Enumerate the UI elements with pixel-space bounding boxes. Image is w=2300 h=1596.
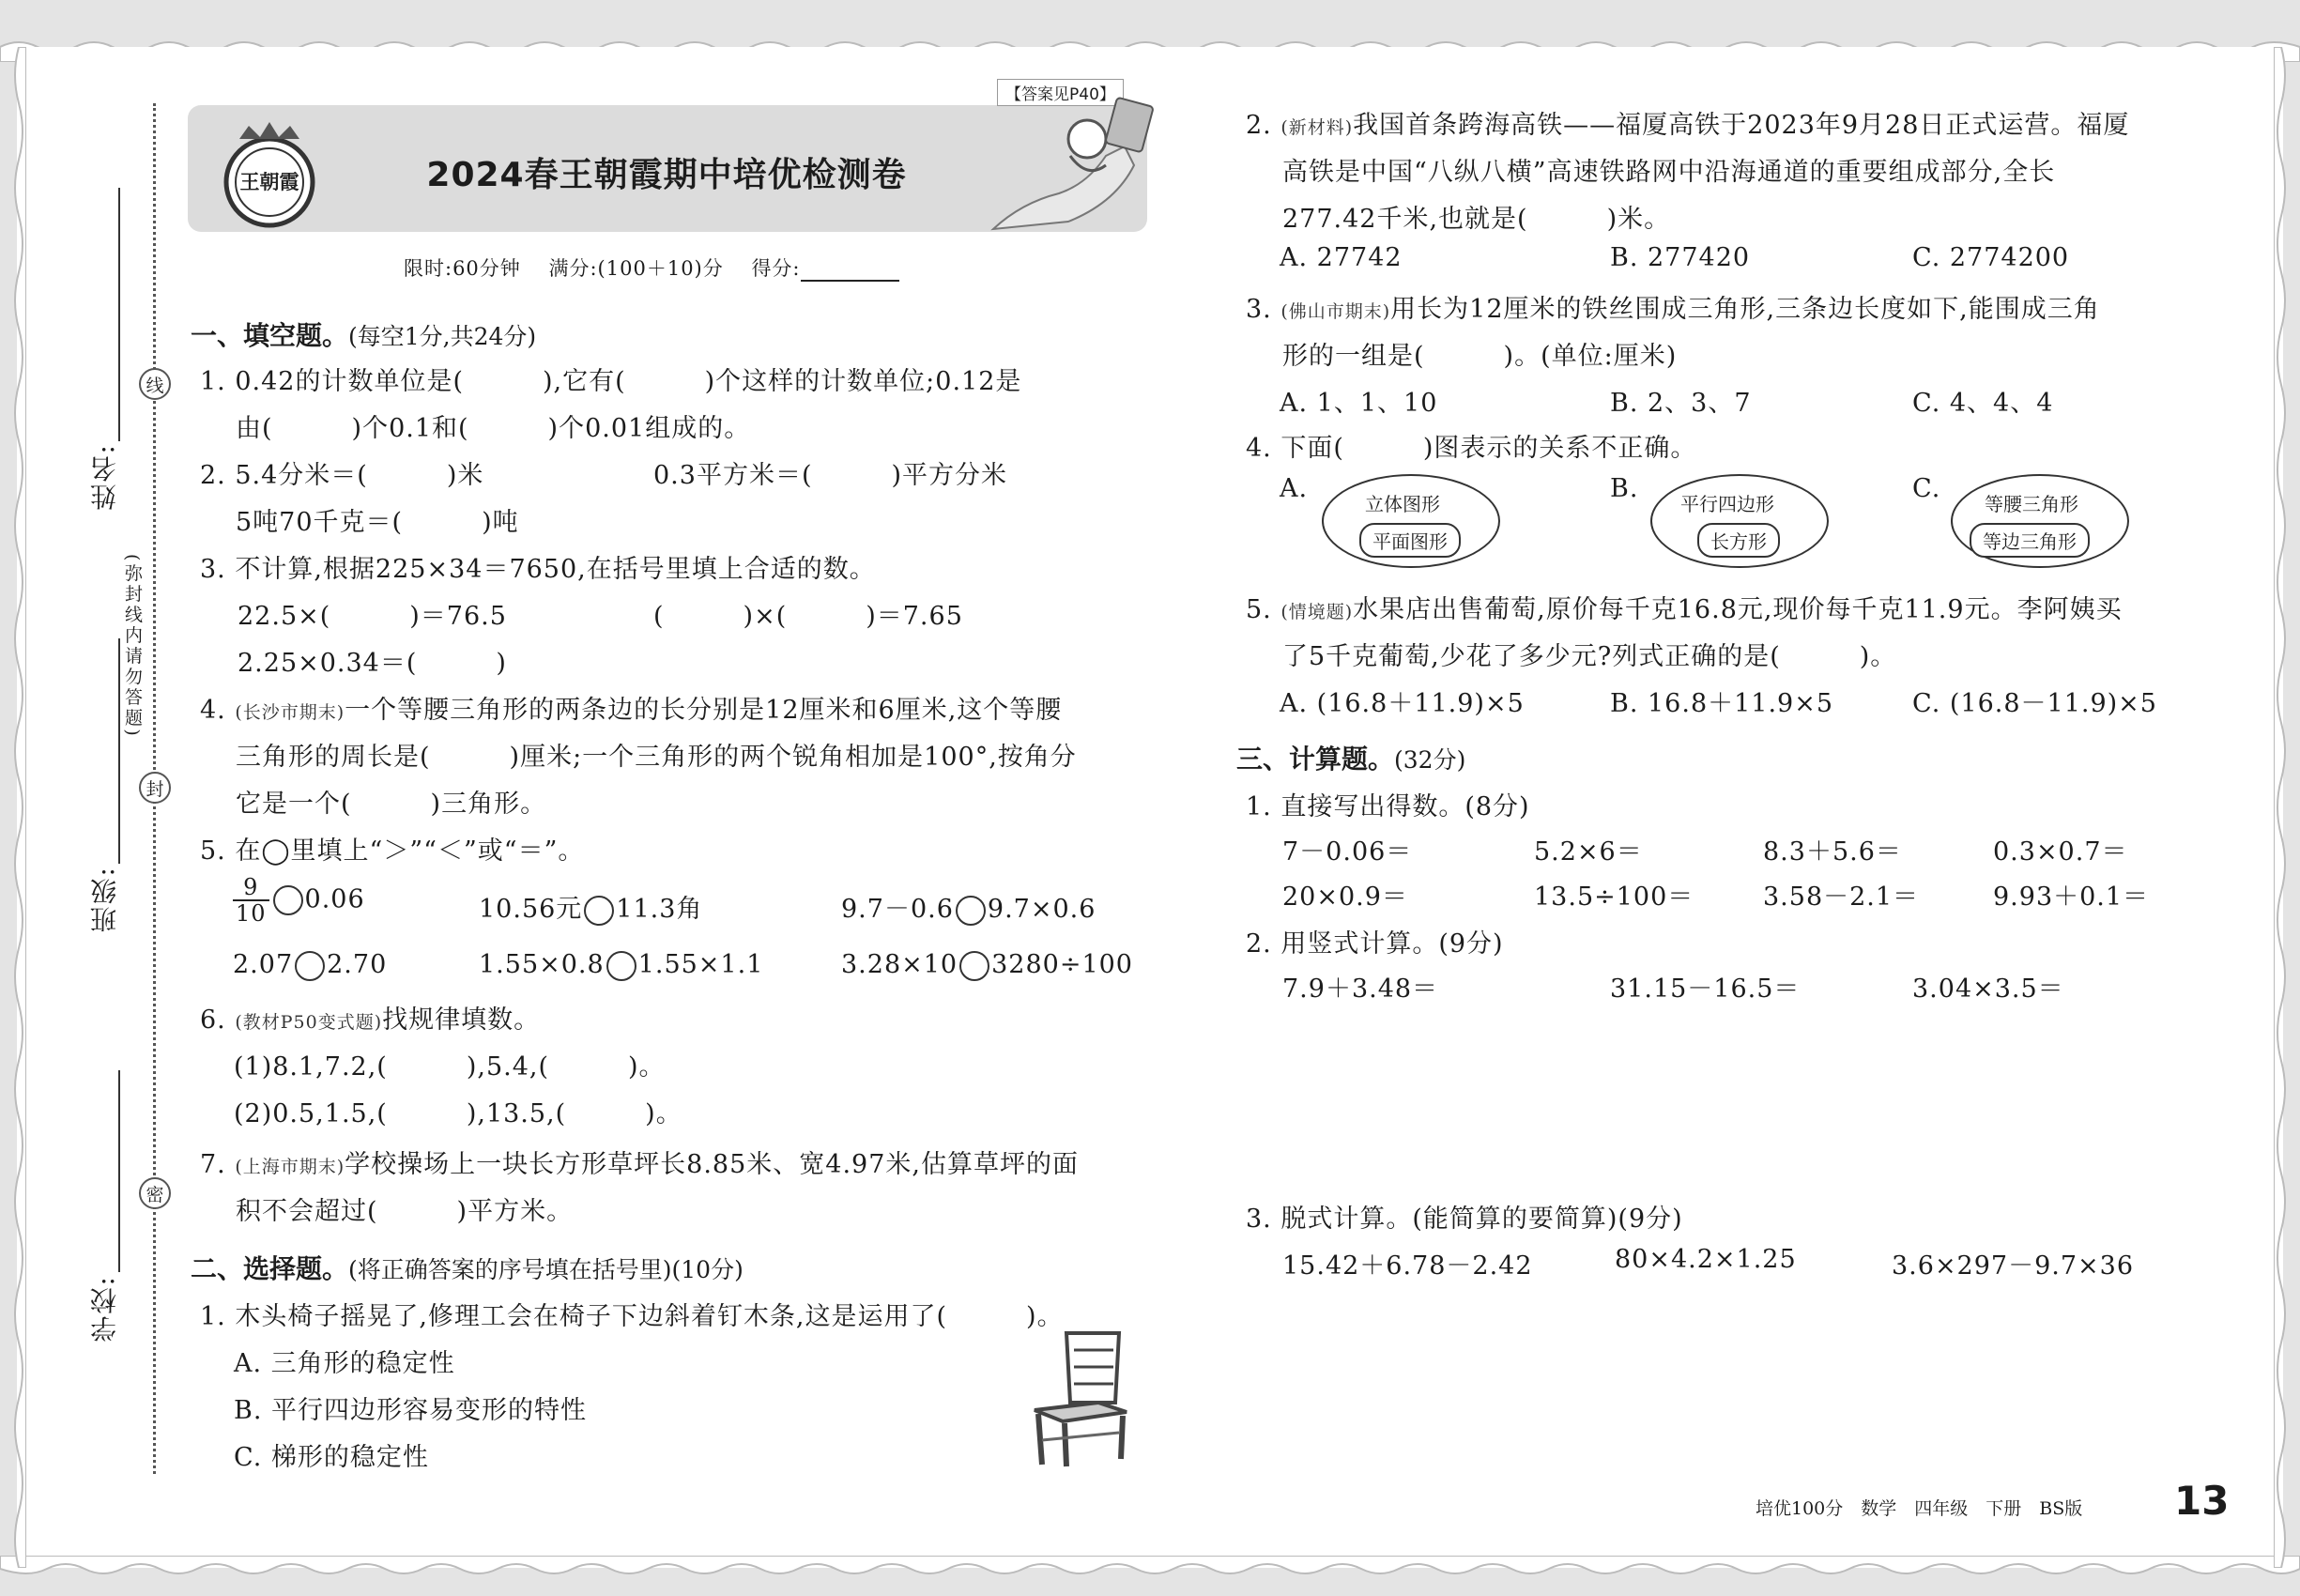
section3-heading: 三、计算题。(32分) bbox=[1236, 744, 1466, 775]
s2-q1-option-c[interactable]: C. 梯形的稳定性 bbox=[234, 1443, 429, 1472]
s2-q5-option-b[interactable]: B. 16.8＋11.9×5 bbox=[1610, 689, 1834, 718]
compare-circle[interactable] bbox=[959, 951, 989, 981]
s1-q7-line1: 7. (上海市期末)学校操场上一块长方形草坪长8.85米、宽4.97米,估算草坪的面 bbox=[200, 1150, 1079, 1179]
s1-q4-line3: 它是一个( )三角形。 bbox=[236, 790, 547, 819]
s1-q3-part2: ( )×( )＝7.65 bbox=[653, 602, 963, 631]
compare-circle[interactable] bbox=[606, 951, 636, 981]
s2-q4-option-c[interactable]: C. bbox=[1912, 474, 1941, 503]
binding-note: (弥封线内请勿答题) bbox=[122, 554, 143, 739]
s1-q4-line2: 三角形的周长是( )厘米;一个三角形的两个锐角相加是100°,按角分 bbox=[236, 743, 1077, 772]
answer-reference: 【答案见P40】 bbox=[997, 79, 1124, 106]
venn-diagram-b: 平行四边形 长方形 bbox=[1650, 474, 1829, 568]
binding-mark-seal: 封 bbox=[139, 772, 171, 804]
s2-q5-line1: 5. (情境题)水果店出售葡萄,原价每千克16.8元,现价每千克11.9元。李阿姨买 bbox=[1246, 595, 2123, 624]
exam-title: 2024春王朝霞期中培优检测卷 bbox=[426, 156, 907, 194]
oral-calc-item: 3.58－2.1＝ bbox=[1763, 882, 1920, 912]
vertical-calc-item: 3.04×3.5＝ bbox=[1912, 974, 2064, 1004]
s1-q5-row1-col2: 10.56元 11.3角 bbox=[479, 895, 703, 924]
oral-calc-item: 8.3＋5.6＝ bbox=[1763, 837, 1902, 867]
s2-q5-line2: 了5千克葡萄,少花了多少元?列式正确的是( )。 bbox=[1282, 642, 1897, 671]
s1-q5-head: 5. 在◯里填上“＞”“＜”或“＝”。 bbox=[200, 836, 585, 866]
s2-q4-option-b[interactable]: B. bbox=[1610, 474, 1639, 503]
paper-right-edge bbox=[2274, 47, 2292, 1568]
s2-q4-option-a[interactable]: A. bbox=[1280, 474, 1309, 503]
stepwise-calc-item: 80×4.2×1.25 bbox=[1615, 1245, 1797, 1274]
venn-diagram-a: 立体图形 平面图形 bbox=[1322, 474, 1500, 568]
binding-mark-tight: 密 bbox=[139, 1177, 171, 1209]
vertical-calc-item: 7.9＋3.48＝ bbox=[1282, 974, 1439, 1004]
s1-q1-line1: 1. 0.42的计数单位是( ),它有( )个这样的计数单位;0.12是 bbox=[200, 367, 1022, 396]
binding-mark-line: 线 bbox=[139, 368, 171, 400]
s2-q3-option-c[interactable]: C. 4、4、4 bbox=[1912, 389, 2054, 418]
class-field[interactable] bbox=[118, 638, 120, 864]
s2-q5-option-a[interactable]: A. (16.8＋11.9)×5 bbox=[1280, 689, 1525, 718]
name-field[interactable] bbox=[118, 188, 120, 441]
s1-q2-part3: 5吨70千克＝( )吨 bbox=[236, 508, 519, 537]
s2-q2-line3: 277.42千米,也就是( )米。 bbox=[1282, 205, 1671, 234]
class-label: 班级: bbox=[89, 866, 120, 933]
compare-circle[interactable] bbox=[956, 896, 986, 926]
stepwise-calc-item: 3.6×297－9.7×36 bbox=[1892, 1251, 2135, 1281]
compare-circle[interactable] bbox=[584, 896, 614, 926]
school-field[interactable] bbox=[118, 1070, 120, 1272]
s1-q2-part1: 2. 5.4分米＝( )米 bbox=[200, 461, 484, 490]
s1-q6-head: 6. (教材P50变式题)找规律填数。 bbox=[200, 1005, 541, 1035]
oral-calc-item: 7－0.06＝ bbox=[1282, 837, 1413, 867]
s3-q1-head: 1. 直接写出得数。(8分) bbox=[1246, 792, 1530, 821]
stepwise-calc-work-area[interactable] bbox=[1258, 1296, 2197, 1465]
s1-q3-head: 3. 不计算,根据225×34＝7650,在括号里填上合适的数。 bbox=[200, 555, 876, 584]
score-label: 得分: bbox=[751, 257, 801, 280]
s3-q2-head: 2. 用竖式计算。(9分) bbox=[1246, 929, 1504, 959]
s2-q3-option-b[interactable]: B. 2、3、7 bbox=[1610, 389, 1752, 418]
book-info: 培优100分 数学 四年级 下册 BS版 bbox=[1756, 1498, 2083, 1519]
s2-q5-option-c[interactable]: C. (16.8－11.9)×5 bbox=[1912, 689, 2157, 718]
score-field[interactable] bbox=[801, 259, 899, 282]
stepwise-calc-item: 15.42＋6.78－2.42 bbox=[1282, 1251, 1533, 1281]
name-label: 姓名: bbox=[89, 443, 120, 511]
paper-bottom-edge bbox=[0, 1556, 2300, 1580]
binding-margin bbox=[0, 0, 188, 1596]
compare-circle[interactable] bbox=[295, 951, 325, 981]
oral-calc-item: 9.93＋0.1＝ bbox=[1993, 882, 2150, 912]
s2-q2-option-a[interactable]: A. 27742 bbox=[1280, 243, 1403, 272]
s2-q1-stem: 1. 木头椅子摇晃了,修理工会在椅子下边斜着钉木条,这是运用了( )。 bbox=[200, 1302, 1064, 1331]
s3-q3-head: 3. 脱式计算。(能简算的要简算)(9分) bbox=[1246, 1205, 1683, 1234]
s1-q7-line2: 积不会超过( )平方米。 bbox=[236, 1197, 574, 1226]
section1-heading: 一、填空题。(每空1分,共24分) bbox=[191, 320, 537, 351]
s1-q6-part1: (1)8.1,7.2,( ),5.4,( )。 bbox=[234, 1052, 666, 1082]
s2-q3-option-a[interactable]: A. 1、1、10 bbox=[1280, 389, 1438, 418]
school-label: 学校: bbox=[89, 1275, 120, 1343]
s2-q2-option-c[interactable]: C. 2774200 bbox=[1912, 243, 2070, 272]
s2-q1-option-b[interactable]: B. 平行四边形容易变形的特性 bbox=[234, 1396, 588, 1425]
s2-q1-option-a[interactable]: A. 三角形的稳定性 bbox=[234, 1349, 455, 1378]
s2-q3-line1: 3. (佛山市期末)用长为12厘米的铁丝围成三角形,三条边长度如下,能围成三角 bbox=[1246, 295, 2100, 324]
fraction: $\frac{9}{10}$ bbox=[233, 875, 269, 926]
s2-q2-option-b[interactable]: B. 277420 bbox=[1610, 243, 1751, 272]
s1-q4-line1: 4. (长沙市期末)一个等腰三角形的两条边的长分别是12厘米和6厘米,这个等腰 bbox=[200, 696, 1063, 725]
s2-q4-stem: 4. 下面( )图表示的关系不正确。 bbox=[1246, 434, 1697, 463]
oral-calc-item: 20×0.9＝ bbox=[1282, 882, 1408, 912]
full-score: 满分:(100＋10)分 bbox=[548, 257, 724, 280]
s1-q5-row1-col3: 9.7－0.6 9.7×0.6 bbox=[841, 895, 1096, 924]
s1-q5-row2-col2: 1.55×0.8 1.55×1.1 bbox=[479, 950, 764, 979]
s1-q5-row1-col1: $\frac{9}{10}$ 0.06 bbox=[233, 875, 365, 926]
exam-meta bbox=[404, 253, 899, 282]
s2-q2-line2: 高铁是中国“八纵八横”高速铁路网中沿海通道的重要组成部分,全长 bbox=[1282, 158, 2056, 187]
s1-q6-part2: (2)0.5,1.5,( ),13.5,( )。 bbox=[234, 1099, 682, 1128]
s1-q2-part2: 0.3平方米＝( )平方分米 bbox=[653, 461, 1008, 490]
time-limit: 限时:60分钟 bbox=[404, 257, 521, 280]
cartoon-illustration bbox=[984, 90, 1162, 231]
vertical-calc-work-area[interactable] bbox=[1258, 1014, 2197, 1183]
venn-diagram-c: 等腰三角形 等边三角形 bbox=[1951, 474, 2129, 568]
vertical-calc-item: 31.15－16.5＝ bbox=[1610, 974, 1801, 1004]
s1-q5-row2-col1: 2.07 2.70 bbox=[233, 950, 388, 979]
s1-q3-part3: 2.25×0.34＝( ) bbox=[238, 649, 507, 678]
wooden-chair-image bbox=[1029, 1327, 1132, 1468]
svg-text:王朝霞: 王朝霞 bbox=[239, 170, 299, 193]
s1-q5-row2-col3: 3.28×10 3280÷100 bbox=[841, 950, 1133, 979]
section2-heading: 二、选择题。(将正确答案的序号填在括号里)(10分) bbox=[191, 1253, 744, 1284]
s2-q3-line2: 形的一组是( )。(单位:厘米) bbox=[1282, 342, 1678, 371]
s2-q2-line1: 2. (新材料)我国首条跨海高铁——福厦高铁于2023年9月28日正式运营。福厦 bbox=[1246, 111, 2130, 140]
oral-calc-item: 5.2×6＝ bbox=[1534, 837, 1643, 867]
s1-q1-line2: 由( )个0.1和( )个0.01组成的。 bbox=[236, 414, 751, 443]
brand-logo bbox=[211, 120, 329, 233]
oral-calc-item: 13.5÷100＝ bbox=[1534, 882, 1694, 912]
s1-q3-part1: 22.5×( )＝76.5 bbox=[238, 602, 507, 631]
compare-circle[interactable] bbox=[273, 885, 303, 915]
oral-calc-item: 0.3×0.7＝ bbox=[1993, 837, 2128, 867]
page-number: 13 bbox=[2174, 1478, 2230, 1524]
